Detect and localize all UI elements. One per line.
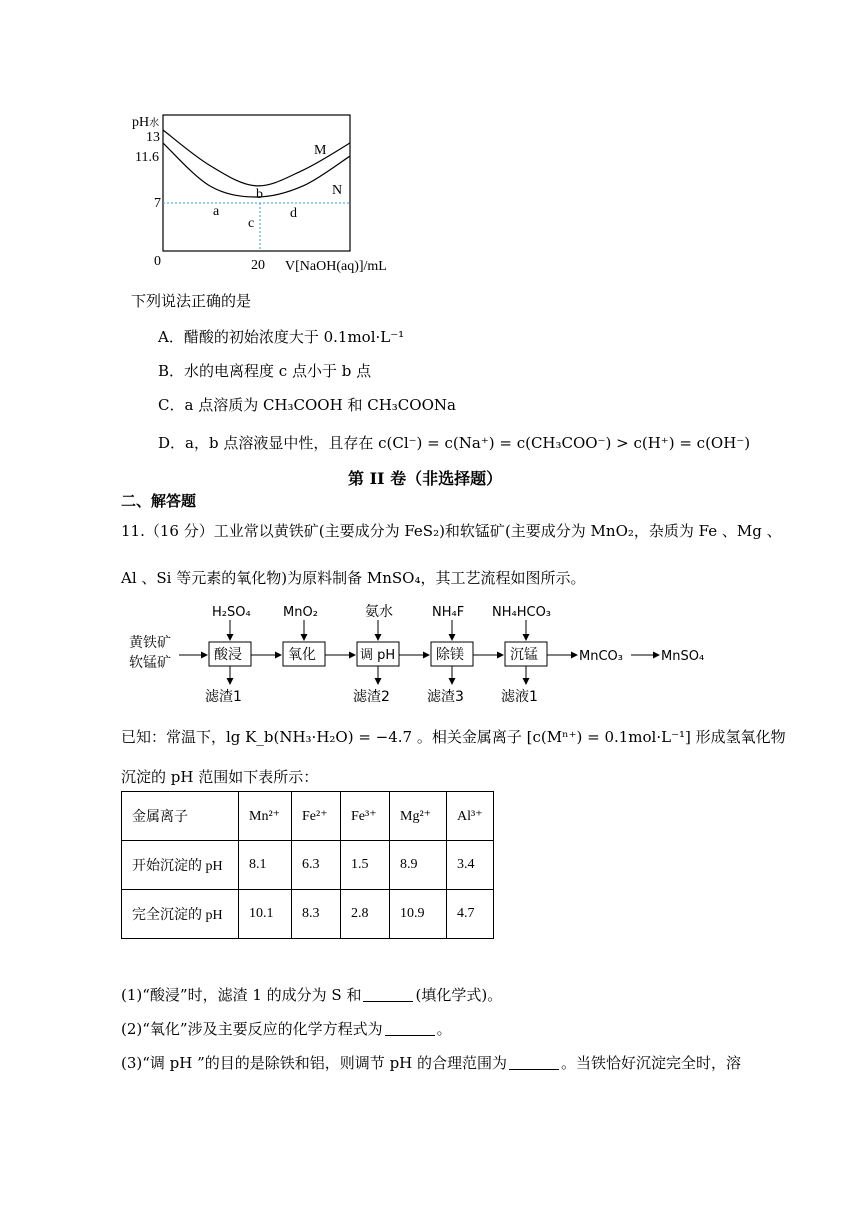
residue-3: 滤渣3 [427,689,464,705]
input-pyrite: 黄铁矿 [129,635,171,651]
process-flow-diagram [125,600,725,710]
table-cell: 3.4 [447,841,494,890]
product-mnco3: MnCO₃ [579,649,623,664]
reagent-nh4hco3: NH₄HCO₃ [492,605,552,620]
titration-chart [120,110,420,280]
table-header-cell: Fe³⁺ [341,792,390,841]
q11-line1: 11.（16 分）工业常以黄铁矿(主要成分为 FeS₂)和软锰矿(主要成分为 MnO₂，杂质为 Fe 、Mg 、 [121,522,782,540]
y-axis-label: pH水 [132,115,160,130]
answer-blank-1[interactable] [363,987,413,1002]
subquestion-1-tail: (填化学式)。 [415,986,503,1004]
table-cell: 8.1 [239,841,292,890]
step-acid-leach: 酸浸 [214,647,242,663]
answer-blank-2[interactable] [385,1021,435,1036]
y-tick-13: 13 [146,130,160,145]
known-line2: 沉淀的 pH 范围如下表所示： [121,768,319,786]
option-d: D．a，b 点溶液显中性，且存在 c(Cl⁻) = c(Na⁺) = c(CH₃COO⁻) > c(H⁺) = c(OH⁻) [158,434,751,452]
table-cell: 8.9 [390,841,447,890]
x-axis-label: V[NaOH(aq)]/mL [285,259,387,274]
table-header-cell: Al³⁺ [447,792,494,841]
subquestion-3-tail: 。当铁恰好沉淀完全时，溶 [561,1054,742,1072]
chart-frame [163,115,350,251]
reagent-nh4f: NH₄F [432,605,465,620]
subquestion-1-text: (1)“酸浸”时，滤渣 1 的成分为 S 和 [121,986,362,1004]
y-tick-7: 7 [154,196,161,211]
curve-label-n: N [332,183,343,198]
point-label-a: a [213,204,220,219]
option-c: C．a 点溶质为 CH₃COOH 和 CH₃COONa [158,396,456,414]
table-cell: 10.1 [239,890,292,939]
table-cell: 6.3 [292,841,341,890]
residue-1: 滤渣1 [205,689,242,705]
filtrate-1: 滤液1 [501,689,538,705]
table-cell: 2.8 [341,890,390,939]
table-row [122,841,494,890]
subquestion-1 [121,984,502,1005]
curve-label-m: M [314,143,327,158]
table-header-cell: Fe²⁺ [292,792,341,841]
table-cell: 4.7 [447,890,494,939]
subquestion-3-text: (3)“调 pH ”的目的是除铁和铝，则调节 pH 的合理范围为 [121,1054,508,1072]
subquestion-3 [121,1052,741,1073]
table-cell: 10.9 [390,890,447,939]
step-remove-mg: 除镁 [436,647,464,663]
option-a: A．醋酸的初始浓度大于 0.1mol·L⁻¹ [158,328,405,346]
subquestion-2-text: (2)“氧化”涉及主要反应的化学方程式为 [121,1020,383,1038]
input-pyrolusite: 软锰矿 [129,655,171,671]
reagent-h2so4: H₂SO₄ [212,605,251,620]
table-cell: 完全沉淀的 pH [122,890,239,939]
section-subtitle: 二、解答题 [121,492,197,510]
reagent-ammonia: 氨水 [365,604,393,620]
table-header-cell: Mg²⁺ [390,792,447,841]
point-label-c: c [248,216,255,231]
q11-line2: Al 、Si 等元素的氧化物)为原料制备 MnSO₄，其工艺流程如图所示。 [121,569,586,587]
precipitation-ph-table [121,791,494,939]
section-title: 第 II 卷（非选择题） [348,469,503,488]
point-label-d: d [290,206,297,221]
product-mnso4: MnSO₄ [661,649,705,664]
table-cell: 1.5 [341,841,390,890]
y-tick-11-6: 11.6 [135,150,159,165]
reagent-mno2: MnO₂ [283,605,318,620]
table-cell: 8.3 [292,890,341,939]
step-adjust-ph: 调 pH [360,648,396,663]
y-tick-0: 0 [154,254,161,269]
table-header-cell: 金属离子 [122,792,239,841]
table-cell: 开始沉淀的 pH [122,841,239,890]
subquestion-2 [121,1018,452,1039]
step-oxidation: 氧化 [288,647,316,663]
x-tick-20: 20 [251,258,265,273]
table-row [122,890,494,939]
point-label-b: b [256,187,263,202]
subquestion-2-tail: 。 [436,1020,452,1038]
step-precipitate-mn: 沉锰 [510,647,538,663]
residue-2: 滤渣2 [353,689,390,705]
table-header-row [122,792,494,841]
question-stem: 下列说法正确的是 [131,292,252,310]
option-b: B．水的电离程度 c 点小于 b 点 [158,362,372,380]
known-line1: 已知：常温下，lg K_b(NH₃·H₂O) = −4.7 。相关金属离子 [c(Mⁿ⁺) = 0.1mol·L⁻¹] 形成氢氧化物 [121,728,786,746]
answer-blank-3[interactable] [509,1055,559,1070]
table-header-cell: Mn²⁺ [239,792,292,841]
